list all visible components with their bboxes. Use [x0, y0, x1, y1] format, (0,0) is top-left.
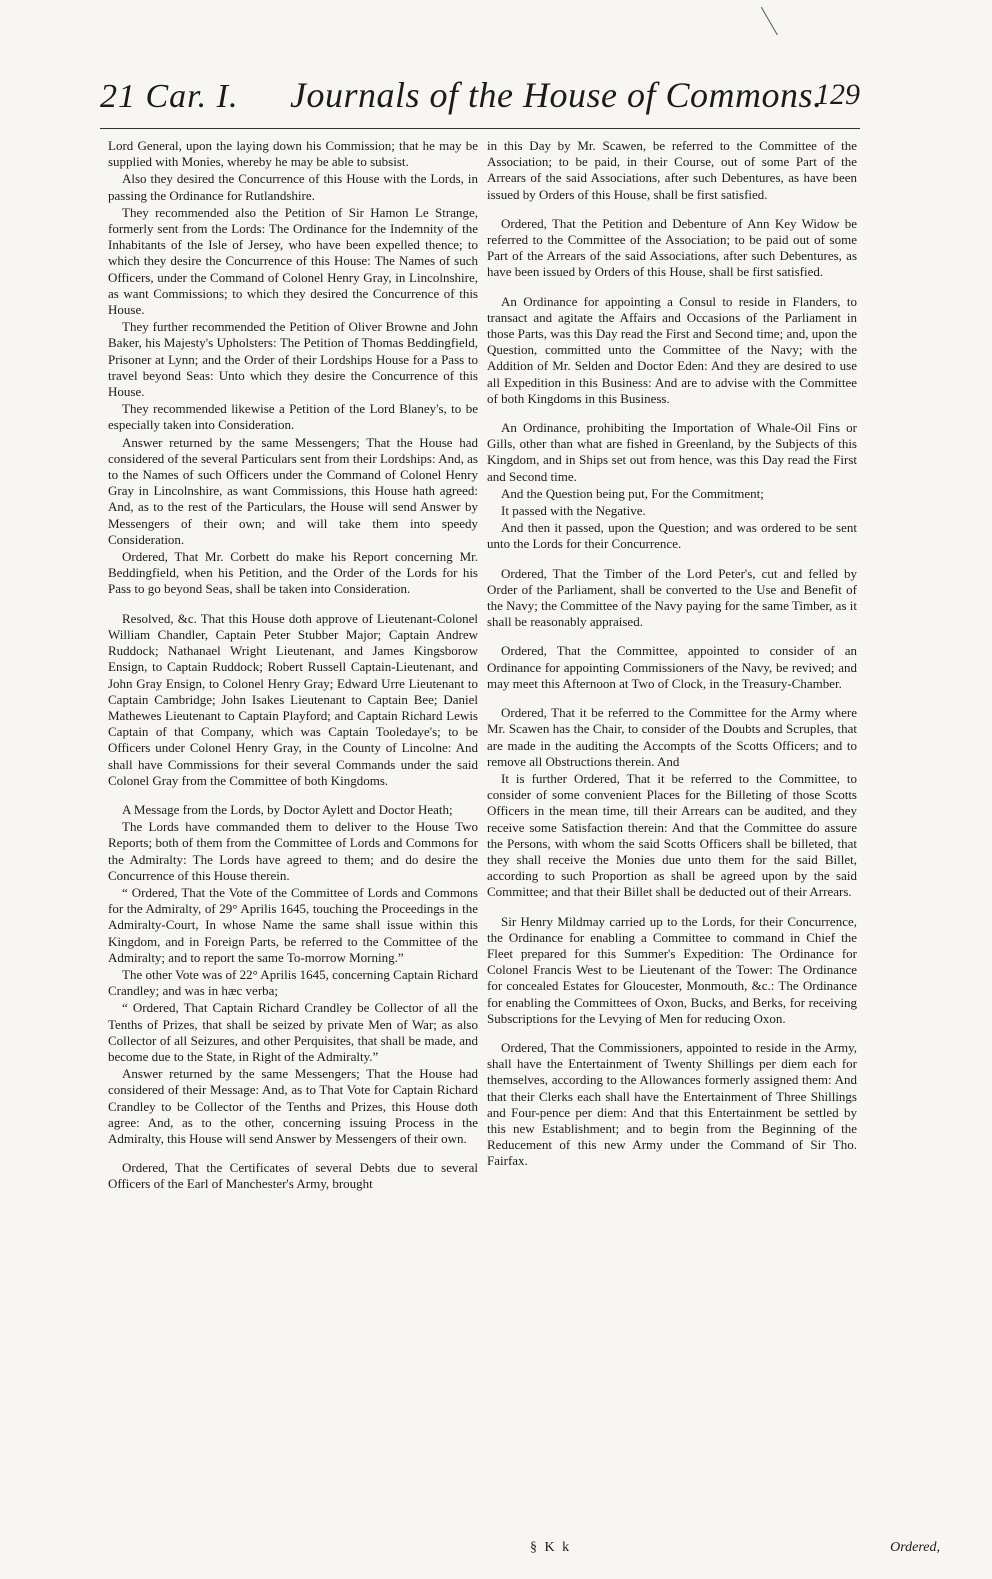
catchword: Ordered, [890, 1540, 940, 1555]
paragraph: It is further Ordered, That it be referred to the Committee, to consider of some convenient Places for the Billeting of those Scotts Officers in the mean time, till their Arrears can be audited, and they receive some Satisfaction therein: And that the Committee do assure the Persons, with whom the said Scotts Officers shall be billeted, that they shall receive the Monies due unto them for the said Billet, according to such Proportion as shall be agreed upon by the said Committee; and that their Billet shall be deducted out of their Arrears. [487, 770, 857, 900]
regnal-year: 21 Car. I. [100, 78, 239, 115]
paragraph: Ordered, That it be referred to the Committee for the Army where Mr. Scawen has the Chair, to consider of the Doubts and Scruples, that are made in the auditing the Accompts of the Scotts Officers; and to remove all Obstructions therein. And [487, 705, 857, 769]
paragraph: The Lords have commanded them to deliver to the House Two Reports; both of them from the Committee of Lords and Commons for the Admiralty: The Lords have agreed to them; and do desire the Concurrence of this House therein. [108, 819, 478, 883]
paragraph: Ordered, That the Commissioners, appointed to reside in the Army, shall have the Entertainment of Twenty Shillings per diem each for themselves, according to the Allowances formerly assigned them: And that their Clerks each shall have the Entertainment of Three Shillings and Four-pence per diem: And that this Entertainment be settled by this new Establishment; and to begin from the Beginning of the Reducement of this new Army under the Command of Sir Tho. Fairfax. [487, 1039, 857, 1169]
paragraph: The other Vote was of 22° Aprilis 1645, concerning Captain Richard Crandley; and was in hæc verba; [108, 966, 479, 999]
paragraph: “ Ordered, That Captain Richard Crandley be Collector of all the Tenths of Prizes, that shall be seized by private Men of War; as also Collector of all Seizures, and other Perquisites, that shall be made, and become due to the State, in Right of the Admiralty.” [108, 1000, 478, 1064]
paragraph: Ordered, That Mr. Corbett do make his Report concerning Mr. Beddingfield, when his Petition, and the Order of the Lords for his Pass to go beyond Seas, shall be taken into Consideration. [108, 549, 478, 597]
journal-title: Journals of the House of Commons. [290, 75, 823, 115]
left-column [108, 138, 478, 1194]
paragraph: A Message from the Lords, by Doctor Aylett and Doctor Heath; [122, 801, 453, 817]
paragraph: They recommended likewise a Petition of the Lord Blaney's, to be especially taken into Consideration. [108, 401, 478, 433]
paragraph: Also they desired the Concurrence of this House with the Lords, in passing the Ordinance for Rutlandshire. [108, 171, 478, 203]
page-footer [100, 1540, 940, 1564]
paragraph: Ordered, That the Timber of the Lord Peter's, cut and felled by Order of the Parliament, shall be converted to the Use and Benefit of the Navy; the Committee of the Navy paying for the same Timber, as it shall be reasonably appraised. [487, 565, 857, 630]
paragraph: It passed with the Negative. [501, 503, 646, 519]
paragraph: They further recommended the Petition of Oliver Browne and John Baker, his Majesty's Upholsters: The Petition of Thomas Beddingfield, Prisoner at Lynn; and the Order of their Lordships House for a Pass to travel beyond Seas: Unto which they desire the Concurrence of this House. [108, 319, 478, 400]
header-rule [100, 128, 860, 129]
paragraph: And the Question being put, For the Commitment; [501, 485, 764, 501]
paragraph: Ordered, That the Committee, appointed to consider of an Ordinance for appointing Commissioners of the Navy, be revived; and may meet this Afternoon at Two of Clock, in the Treasury-Chamber. [487, 643, 857, 691]
page-number: 129 [815, 78, 860, 111]
paragraph: They recommended also the Petition of Sir Hamon Le Strange, formerly sent from the Lords: The Ordinance for the Indemnity of the Inhabitants of the Isle of Jersey, who have been expelled thence; to which they desire the Concurrence of this House: The Names of such Officers, under the Command of Colonel Henry Gray, in Lincolnshire, as want Commissions; to which they desired the Concurrence of this House. [108, 204, 478, 318]
paragraph: Sir Henry Mildmay carried up to the Lords, for their Concurrence, the Ordinance for enabling a Committee to command in Chief the Fleet prepared for this Summer's Expedition: The Ordinance for Colonel Francis West to be Lieutenant of the Tower: The Ordinance for concealed Estates for Gloucester, Monmouth, &c.: The Ordinance for enabling the Committees of Oxon, Bucks, and Berks, for receiving Subscriptions for the Levying of Men for reducing Oxon. [487, 913, 857, 1026]
paragraph: Lord General, upon the laying down his Commission; that he may be supplied with Monies, whereby he may be able to subsist. [108, 138, 478, 170]
signature-mark: § K k [530, 1540, 572, 1555]
paragraph: Answer returned by the same Messengers; That the House had considered of their Message: And, as to That Vote for Captain Richard Crandley to be Collector of the Tenths and Prizes, this House doth agree: And, as to the other, concerning issuing Process in the Admiralty, this House will send Answer by Messengers of their own. [108, 1066, 478, 1146]
paragraph: in this Day by Mr. Scawen, be referred to the Committee of the Association; to be paid, in their Course, out of some Part of the Arrears of the said Associations, after such Debentures, as have been issued by Orders of this House, shall be first satisfied. [487, 138, 857, 202]
paragraph: Ordered, That the Certificates of several Debts due to several Officers of the Earl of Manchester's Army, brought [108, 1160, 478, 1192]
paragraph: Ordered, That the Petition and Debenture of Ann Key Widow be referred to the Committee of the Association; to be paid out of some Part of the Arrears of the said Associations, after such Debentures, as have been issued by Orders of this House, shall be first satisfied. [487, 215, 857, 280]
paragraph: “ Ordered, That the Vote of the Committee of Lords and Commons for the Admiralty, of 29° Aprilis 1645, touching the Proceedings in the Admiralty-Court, In whose Name the same shall issue within this Kingdom, and in Foreign Parts, be referred to the Committee of the Admiralty; and to report the same To-morrow Morning.” [108, 884, 478, 965]
paragraph: Resolved, &c. That this House doth approve of Lieutenant-Colonel William Chandler, Captain Peter Stubber Major; Captain Andrew Ruddock; Nathanael Wright Lieutenant, and James Kingsborow Ensign, to Captain Ruddock; Robert Russell Captain-Lieutenant, and John Gray Ensign, to Colonel Henry Gray; Edward Urre Lieutenant to Captain Cambridge; John Isakes Lieutenant to Captain Bee; Daniel Mathewes Lieutenant to Captain Playford; and Captain Richard Lewis Captain of that Company, which was Captain Tooledaye's; to be Officers under Colonel Henry Gray, in the County of Lincolne: And shall have Commissions for their several Commands under the said Colonel Gray from the Committee of both Kingdoms. [108, 610, 478, 788]
paragraph: An Ordinance for appointing a Consul to reside in Flanders, to transact and agitate the Affairs and Occasions of the Parliament in those Parts, was this Day read the First and Second time; and, upon the Question, committed unto the Committee of the Navy; with the Addition of Mr. Selden and Doctor Eden: And they are desired to use all Expedition in this Business: And are to advise with the Committee of both Kingdoms in this Business. [487, 293, 857, 406]
right-column [487, 138, 857, 1171]
paragraph: An Ordinance, prohibiting the Importation of Whale-Oil Fins or Gills, other than what are fished in Greenland, by the Subjects of this Kingdom, and in Ships set out from hence, was this Day read the First and Second time. [487, 420, 857, 484]
pen-stroke-mark [761, 1, 788, 35]
paragraph: Answer returned by the same Messengers; That the House had considered of the several Particulars sent from their Lordships: And, as to the Names of such Officers under the Command of Colonel Henry Gray in Lincolnshire, as want Commissions, this House hath agreed: And, as to the rest of the Particulars, the House will send Answer by Messengers of their own; and will take them into speedy Consideration. [108, 434, 478, 547]
running-header [100, 72, 860, 128]
paragraph: And then it passed, upon the Question; and was ordered to be sent unto the Lords for their Concurrence. [487, 520, 857, 552]
